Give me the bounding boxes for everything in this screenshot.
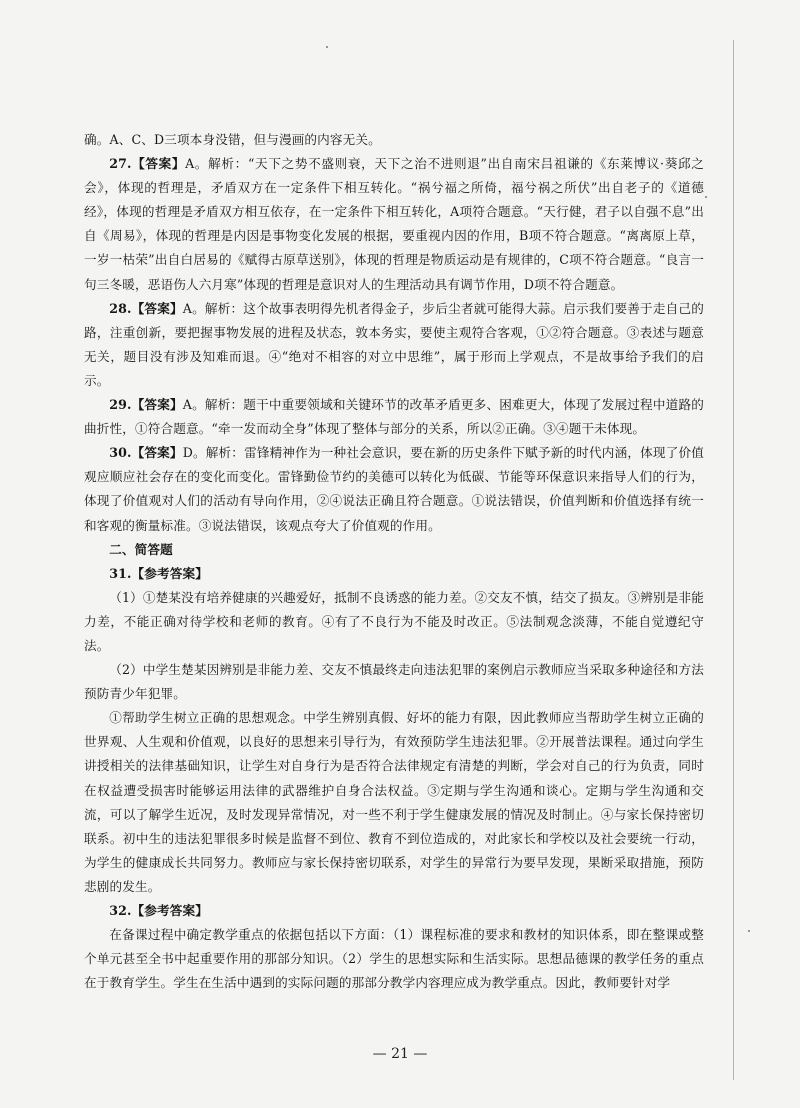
answer-label: 28.【答案】 [109,300,183,316]
answer-30 [84,441,704,537]
answer-label: 29.【答案】 [109,397,183,413]
page-number: — 21 — [372,1046,428,1062]
answer-explanation: A。解析：这个故事表明得先机者得金子，步后尘者就可能得大蒜。启示我们要善于走自己的路，注重创新，要把握事物发展的进程及状态，敦本务实，要使主观符合客观，①②符合题意。③表述与题意无关，题目没有涉及知难而退。④“绝对不相容的对立中思维”，属于形而上学观点，不是故事给予我们的启示。 [84,300,704,388]
section-heading: 二、简答题 [109,541,173,557]
answer-label: 27.【答案】 [109,156,186,172]
answer-label: 30.【答案】 [109,445,183,461]
answer-28 [84,297,704,393]
q31-part2: （2）中学生楚某因辨别是非能力差、交友不慎最终走向违法犯罪的案例启示教师应当采取多种途径和方法预防青少年犯罪。 [84,662,704,702]
paragraph-text: 确。A、C、D三项本身没错，但与漫画的内容无关。 [84,132,381,147]
question-31-heading: 31.【参考答案】 [109,565,209,581]
q31-part2-details: ①帮助学生树立正确的思想观念。中学生辨别真假、好坏的能力有限，因此教师应当帮助学生树立正确的世界观、人生观和价值观，以良好的思想来引导行为，有效预防学生违法犯罪。②开展普法课程。通过向学生讲授相关的法律基础知识，让学生对自身行为是否符合法律规定有清楚的判断，学会对自己的行为负责，同时在权益遭受损害时能够运用法律的武器维护自身合法权益。③定期与学生沟通和谈心。定期与学生沟通和交流，可以了解学生近况，及时发现异常情况，对一些不利于学生健康发展的情况及时制止。④与家长保持密切联系。初中生的违法犯罪很多时候是监督不到位、教育不到位造成的，对此家长和学校以及社会要统一行动，为学生的健康成长共同努力。教师应与家长保持密切联系，对学生的异常行为要早发现，果断采取措施，预防悲剧的发生。 [84,710,704,894]
q32-answer: 在备课过程中确定教学重点的依据包括以下方面：（1）课程标准的要求和教材的知识体系，即在整课或整个单元甚至全书中起重要作用的那部分知识。（2）学生的思想实际和生活实际。思想品德课的教学任务的重点在于教育学生。学生在生活中遇到的实际问题的那部分教学内容理应成为教学重点。因此，教师要针对学 [84,927,704,991]
answer-explanation: A。解析：“天下之势不盛则衰，天下之治不进则退”出自南宋吕祖谦的《东莱博议·葵邱之会》，体现的哲理是，矛盾双方在一定条件下相互转化。“祸兮福之所倚，福兮祸之所伏”出自老子的《道德经》，体现的哲理是矛盾双方相互依存，在一定条件下相互转化，A项符合题意。“天行健，君子以自强不息”出自《周易》，体现的哲理是内因是事物变化发展的根据，要重视内因的作用，B项不符合题意。“离离原上草，一岁一枯荣”出自白居易的《赋得古原草送别》，体现的哲理是物质运动是有规律的，C项不符合题意。“良言一句三冬暖，恶语伤人六月寒”体现的哲理是意识对人的生理活动具有调节作用，D项不符合题意。 [84,156,704,292]
paragraph-continuation [84,128,704,152]
answer-explanation: A。解析：题干中重要领域和关键环节的改革矛盾更多、困难更大，体现了发展过程中道路的曲折性，①符合题意。“牵一发而动全身”体现了整体与部分的关系，所以②正确。③④题干未体现。 [84,397,704,437]
answer-27 [84,152,704,297]
answer-29 [84,393,704,441]
scan-speck [748,930,750,932]
scan-speck [326,46,328,48]
scan-speck [705,196,707,198]
binding-margin-line [733,40,734,1080]
answer-explanation: D。解析：雷锋精神作为一种社会意识，要在新的历史条件下赋予新的时代内涵，体现了价值观应顺应社会存在的变化而变化。雷锋勤俭节约的美德可以转化为低碳、节能等环保意识来指导人们的行为，体现了价值观对人们的活动有导向作用，②④说法正确且符合题意。①说法错误，价值判断和价值选择有统一和客观的衡量标准。③说法错误，该观点夸大了价值观的作用。 [84,445,704,533]
answer-key-body [84,128,704,995]
question-32-heading: 32.【参考答案】 [109,903,209,918]
q31-part1: （1）①楚某没有培养健康的兴趣爱好，抵制不良诱惑的能力差。②交友不慎，结交了损友。③辨别是非能力差，不能正确对待学校和老师的教育。④有了不良行为不能及时改正。⑤法制观念淡薄，不能自觉遵纪守法。 [84,589,704,653]
